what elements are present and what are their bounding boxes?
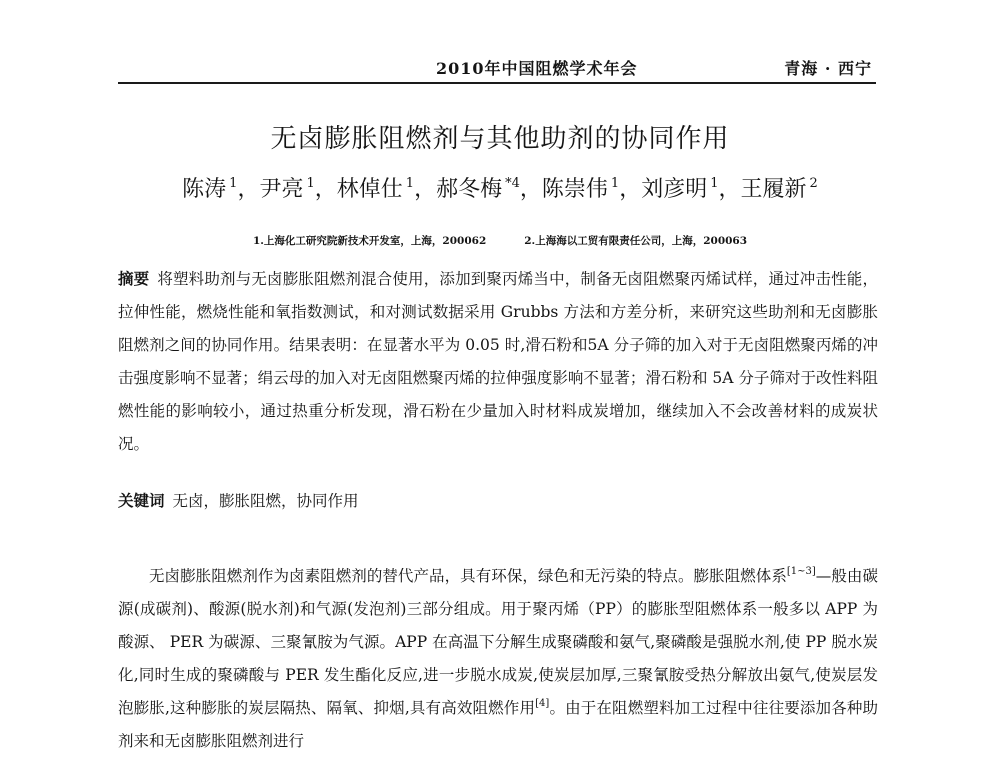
author-separator: ， [619, 177, 642, 202]
author-separator: ， [314, 177, 337, 202]
intro-text: —般由碳源(成碳剂)、酸源(脱水剂)和气源(发泡剂)三部分组成。用于聚丙烯（PP）的膨胀型阻燃体系一般多以 APP 为酸源、 PER 为碳源、三聚氰胺为气源。APP 在高温下分解生成聚磷酸和氨气,聚磷酸是强脱水剂,使 PP 脱水炭化,同时生成的聚磷酸与 PER 发生酯化反应,进一步脱水成炭,使炭层加厚,三聚氰胺受热分解放出氨气,使炭层发泡膨胀,这种膨胀的炭层隔热、隔氧、抑烟,具有高效阻燃作用 [118, 567, 878, 717]
running-header [118, 54, 876, 84]
conference-name: 2010年中国阻燃学术年会 [436, 59, 638, 78]
keywords-label: 关键词 [118, 491, 165, 510]
author-list [0, 172, 1000, 203]
author-separator: ， [414, 177, 437, 202]
author: 尹亮 $^1$ [259, 176, 315, 202]
author-separator: ， [237, 177, 260, 202]
affiliation: 2.上海海以工贸有限责任公司，上海，200063 [524, 235, 748, 247]
citation: [4] [535, 698, 550, 709]
citation: [1~3] [786, 566, 816, 577]
intro-text: 。由于在阻燃塑料加工过程中往往要添加各种助剂来和无卤膨胀阻燃剂进行 [118, 699, 878, 750]
affiliations [0, 233, 1000, 248]
intro-paragraph [118, 560, 878, 758]
author: 郝冬梅 $^{*4}$ [436, 176, 520, 202]
author-separator: ， [718, 177, 741, 202]
author: 王履新 $^2$ [740, 176, 818, 202]
intro-text: 无卤膨胀阻燃剂作为卤素阻燃剂的替代产品，具有环保，绿色和无污染的特点。膨胀阻燃体系 [149, 567, 787, 585]
author: 陈涛 $^1$ [182, 176, 238, 202]
author: 刘彦明 $^1$ [641, 176, 719, 202]
abstract-text: 将塑料助剂与无卤膨胀阻燃剂混合使用，添加到聚丙烯当中，制备无卤阻燃聚丙烯试样，通过冲击性能，拉伸性能，燃烧性能和氧指数测试，和对测试数据采用 Grubbs 方法和方差分析，来研究这些助剂和无卤膨胀阻燃剂之间的协同作用。结果表明：在显著水平为 0.05 时,滑石粉和5A 分子筛的加入对于无卤阻燃聚丙烯的冲击强度影响不显著；绢云母的加入对无卤阻燃聚丙烯的拉伸强度影响不显著；滑石粉和 5A 分子筛对于改性料阻燃性能的影响较小，通过热重分析发现，滑石粉在少量加入时材料成炭增加，继续加入不会改善材料的成炭状况。 [118, 270, 878, 453]
keywords [118, 488, 878, 514]
keywords-text: 无卤，膨胀阻燃，协同作用 [172, 492, 359, 510]
affiliation: 1.上海化工研究院新技术开发室，上海，200062 [252, 235, 487, 247]
author-separator: ， [519, 177, 542, 202]
abstract-label: 摘要 [118, 269, 150, 288]
paper-title: 无卤膨胀阻燃剂与其他助剂的协同作用 [270, 124, 730, 154]
author: 陈崇伟 $^1$ [541, 176, 620, 202]
conference-location: 青海 · 西宁 [784, 59, 872, 78]
author: 林倬仕 $^1$ [336, 176, 415, 202]
abstract [118, 262, 878, 461]
